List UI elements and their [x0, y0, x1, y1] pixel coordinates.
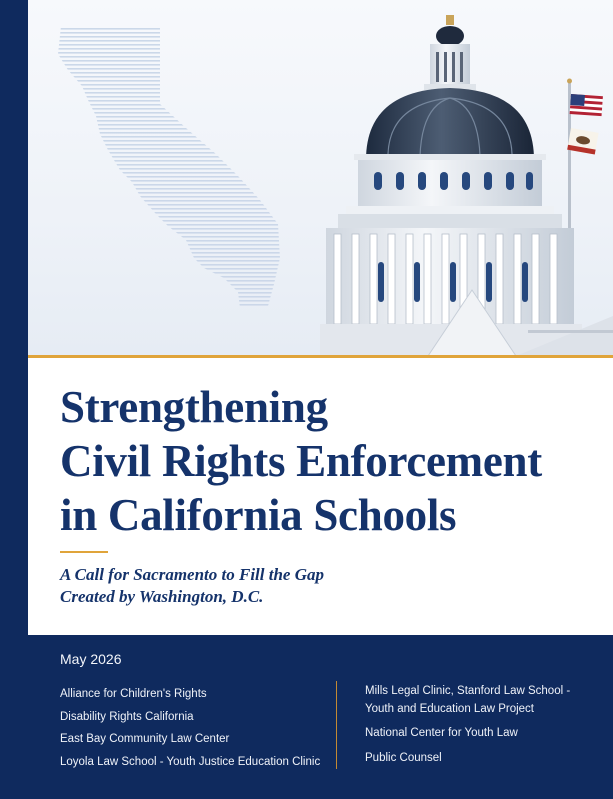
organizations-left-column	[60, 683, 320, 773]
title-divider	[60, 551, 108, 553]
report-title	[60, 380, 600, 542]
organizations-right-column	[365, 683, 570, 774]
us-flag-icon	[570, 94, 603, 116]
organization-name: Alliance for Children's Rights	[60, 688, 207, 700]
title-line: Civil Rights Enforcement	[60, 436, 542, 486]
organization-line: National Center for Youth Law	[365, 727, 518, 739]
california-flag-icon	[567, 128, 598, 155]
organization-name: East Bay Community Law Center	[60, 733, 230, 745]
organization-name	[365, 725, 570, 743]
california-map-icon	[58, 26, 280, 308]
title-panel	[28, 358, 613, 635]
organization-line: Public Counsel	[365, 751, 442, 764]
column-divider	[336, 681, 337, 769]
cover-footer	[28, 635, 613, 799]
capitol-illustration	[28, 0, 613, 356]
organization-name: Loyola Law School - Youth Justice Education Clinic	[60, 755, 321, 768]
organization-name: Disability Rights California	[60, 710, 194, 723]
title-line: Strengthening	[60, 382, 328, 432]
organization-name	[365, 750, 570, 768]
cover-hero-image	[28, 0, 613, 356]
title-line: in California Schools	[60, 490, 457, 540]
publication-date: May 2026	[60, 651, 122, 667]
subtitle-line: A Call for Sacramento to Fill the Gap	[60, 565, 325, 584]
report-subtitle	[60, 564, 324, 608]
subtitle-line: Created by Washington, D.C.	[60, 587, 264, 606]
left-navy-bar	[0, 0, 28, 799]
organization-line: Mills Legal Clinic, Stanford Law School -	[365, 685, 571, 697]
organization-line: Youth and Education Law Project	[365, 702, 535, 715]
organization-name	[365, 683, 570, 718]
